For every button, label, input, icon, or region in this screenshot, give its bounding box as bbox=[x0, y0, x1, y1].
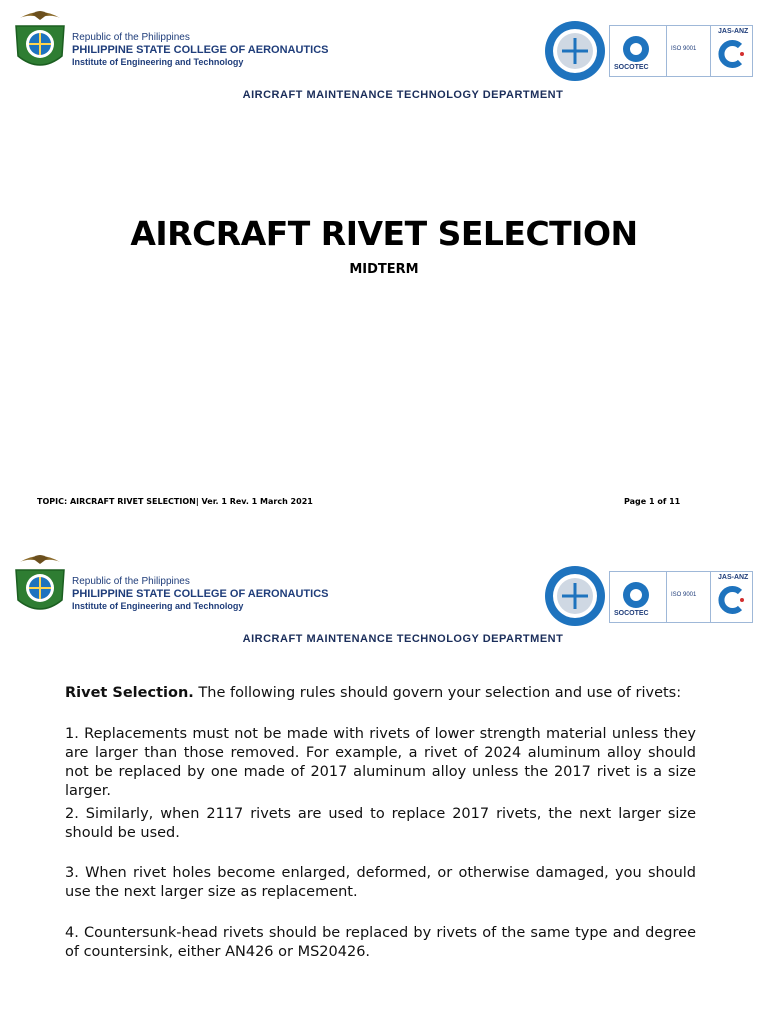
socotec-icon bbox=[620, 34, 652, 64]
jas-anz-label: JAS-ANZ bbox=[718, 574, 749, 581]
document-title: AIRCRAFT RIVET SELECTION bbox=[130, 214, 638, 253]
college-logo-icon bbox=[10, 4, 70, 74]
department-title: AIRCRAFT MAINTENANCE TECHNOLOGY DEPARTMENT bbox=[242, 633, 564, 645]
republic-text: Republic of the Philippines bbox=[72, 32, 190, 43]
institution-block bbox=[72, 576, 328, 612]
institution-block bbox=[72, 32, 328, 68]
jas-anz-icon bbox=[718, 586, 746, 614]
section-heading: Rivet Selection. bbox=[65, 685, 194, 701]
college-name: PHILIPPINE STATE COLLEGE OF AERONAUTICS bbox=[72, 44, 329, 56]
socotec-icon bbox=[620, 580, 652, 610]
socotec-label: SOCOTEC bbox=[614, 64, 649, 71]
footer-topic: TOPIC: AIRCRAFT RIVET SELECTION| Ver. 1 Rev. 1 March 2021 bbox=[37, 497, 313, 506]
rule-2: 2. Similarly, when 2117 rivets are used to replace 2017 rivets, the next larger size should be used. bbox=[65, 806, 696, 841]
document-subtitle: MIDTERM bbox=[349, 262, 419, 277]
college-name: PHILIPPINE STATE COLLEGE OF AERONAUTICS bbox=[72, 588, 329, 600]
institute-name: Institute of Engineering and Technology bbox=[72, 601, 244, 611]
rivet-selection-intro bbox=[65, 684, 696, 703]
iso-label: ISO 9001 bbox=[671, 592, 697, 598]
footer-page-number: Page 1 of 11 bbox=[624, 497, 681, 506]
iso-label: ISO 9001 bbox=[671, 46, 697, 52]
certification-seal-icon bbox=[544, 565, 606, 627]
republic-text: Republic of the Philippines bbox=[72, 576, 190, 587]
certification-seal-icon bbox=[544, 20, 606, 82]
certification-box bbox=[609, 571, 753, 623]
rule-3: 3. When rivet holes become enlarged, deformed, or otherwise damaged, you should use the next larger size as replacement. bbox=[65, 865, 696, 900]
institute-name: Institute of Engineering and Technology bbox=[72, 57, 244, 67]
certification-box bbox=[609, 25, 753, 77]
jas-anz-icon bbox=[718, 40, 746, 68]
document-page-2 bbox=[0, 535, 768, 1024]
department-title: AIRCRAFT MAINTENANCE TECHNOLOGY DEPARTMENT bbox=[242, 89, 564, 101]
rule-4: 4. Countersunk-head rivets should be replaced by rivets of the same type and degree of countersink, either AN426 or MS20426. bbox=[65, 925, 696, 960]
intro-text: The following rules should govern your selection and use of rivets: bbox=[193, 685, 682, 701]
jas-anz-label: JAS-ANZ bbox=[718, 28, 749, 35]
socotec-label: SOCOTEC bbox=[614, 610, 649, 617]
rule-1: 1. Replacements must not be made with rivets of lower strength material unless they are larger than those removed. For example, a rivet of 2024 aluminum alloy should not be replaced by one made of 2017 aluminum alloy unless the 2017 rivet is a size larger. bbox=[65, 726, 696, 799]
college-logo-icon bbox=[10, 548, 70, 618]
